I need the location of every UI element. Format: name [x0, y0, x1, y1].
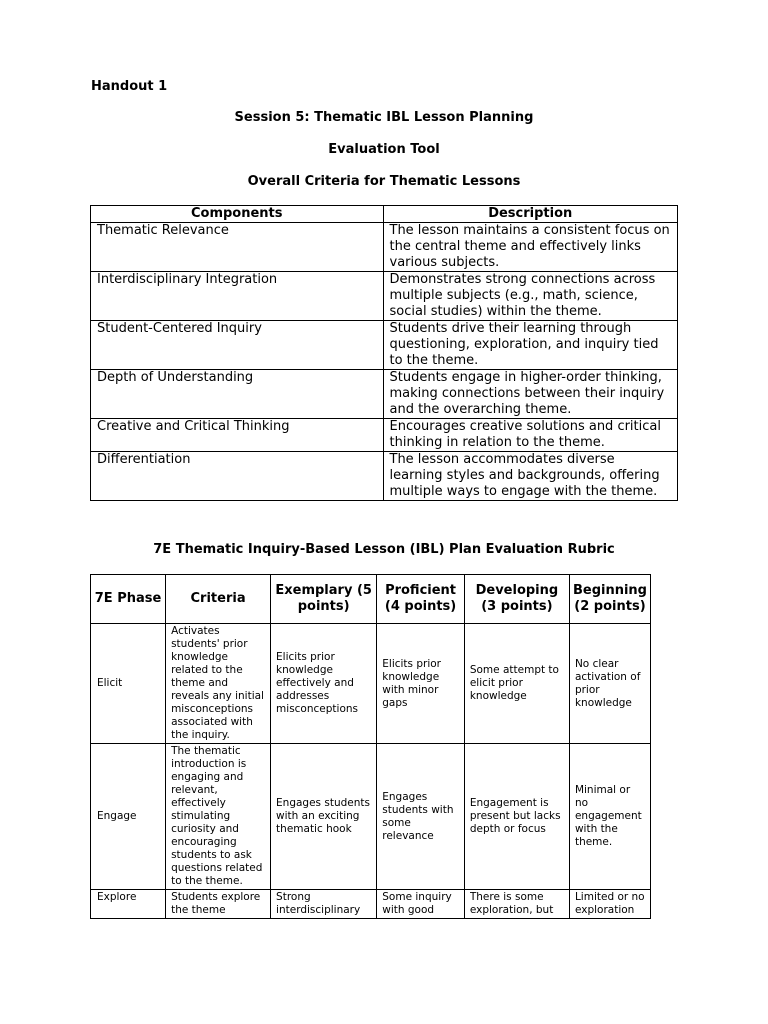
beginning-cell: No clear activation of prior knowledge — [569, 624, 650, 744]
phase-cell: Engage — [91, 744, 166, 890]
developing-text: There is some exploration, but — [469, 891, 554, 916]
column-header: Developing (3 points) — [464, 575, 569, 624]
description-cell: The lesson maintains a consistent focus on the central theme and effectively links various subjects. — [383, 223, 678, 272]
component-cell: Student-Centered Inquiry — [91, 321, 384, 370]
rubric-title: 7E Thematic Inquiry-Based Lesson (IBL) Plan Evaluation Rubric — [153, 542, 615, 557]
table-row — [91, 223, 678, 272]
table-row — [91, 890, 651, 919]
overall-criteria-table — [90, 205, 678, 501]
proficient-cell: Engages students with some relevance — [377, 744, 465, 890]
description-cell: Students engage in higher-order thinking, making connections between their inquiry and the overarching theme. — [383, 370, 678, 419]
session-title: Session 5: Thematic IBL Lesson Planning — [234, 110, 534, 125]
component-cell: Differentiation — [91, 452, 384, 501]
column-header: Proficient (4 points) — [377, 575, 465, 624]
developing-cell — [464, 890, 569, 919]
table-header-row — [91, 575, 651, 624]
table-row — [91, 370, 678, 419]
overall-criteria-title: Overall Criteria for Thematic Lessons — [247, 174, 521, 189]
exemplary-cell: Elicits prior knowledge effectively and addresses misconceptions — [271, 624, 377, 744]
beginning-text: Limited or no exploration — [574, 891, 645, 916]
phase-cell: Elicit — [91, 624, 166, 744]
description-cell: Students drive their learning through questioning, exploration, and inquiry tied to the theme. — [383, 321, 678, 370]
criteria-cell: Activates students' prior knowledge related to the theme and reveals any initial misconceptions associated with the inquiry. — [166, 624, 271, 744]
column-header: 7E Phase — [91, 575, 166, 624]
phase-cell — [91, 890, 166, 919]
proficient-text: Some inquiry with good — [382, 891, 452, 916]
exemplary-cell: Engages students with an exciting thematic hook — [271, 744, 377, 890]
developing-cell: Engagement is present but lacks depth or focus — [464, 744, 569, 890]
criteria-cell: The thematic introduction is engaging and relevant, effectively stimulating curiosity and encouraging students to ask questions related to the theme. — [166, 744, 271, 890]
criteria-cell — [166, 890, 271, 919]
column-header: Description — [383, 206, 678, 223]
developing-cell: Some attempt to elicit prior knowledge — [464, 624, 569, 744]
phase-text: Explore — [97, 891, 137, 903]
component-cell: Depth of Understanding — [91, 370, 384, 419]
beginning-cell: Minimal or no engagement with the theme. — [569, 744, 650, 890]
column-header: Exemplary (5 points) — [271, 575, 377, 624]
description-cell: The lesson accommodates diverse learning styles and backgrounds, offering multiple ways to engage with the theme. — [383, 452, 678, 501]
handout-label: Handout 1 — [91, 79, 168, 94]
column-header: Criteria — [166, 575, 271, 624]
component-cell: Interdisciplinary Integration — [91, 272, 384, 321]
table-row — [91, 321, 678, 370]
table-row — [91, 744, 651, 890]
column-header: Beginning (2 points) — [569, 575, 650, 624]
proficient-cell: Elicits prior knowledge with minor gaps — [377, 624, 465, 744]
description-cell: Demonstrates strong connections across multiple subjects (e.g., math, science, social studies) within the theme. — [383, 272, 678, 321]
proficient-cell — [377, 890, 465, 919]
description-cell: Encourages creative solutions and critical thinking in relation to the theme. — [383, 419, 678, 452]
table-header-row — [91, 206, 678, 223]
criteria-text: Students explore the theme — [171, 891, 261, 916]
exemplary-text: Strong interdisciplinary — [276, 891, 361, 916]
component-cell: Creative and Critical Thinking — [91, 419, 384, 452]
table-row — [91, 452, 678, 501]
column-header: Components — [91, 206, 384, 223]
tool-title: Evaluation Tool — [328, 142, 440, 157]
rubric-table — [90, 574, 651, 919]
table-row — [91, 624, 651, 744]
beginning-cell — [569, 890, 650, 919]
exemplary-cell — [271, 890, 377, 919]
component-cell: Thematic Relevance — [91, 223, 384, 272]
table-row — [91, 419, 678, 452]
table-row — [91, 272, 678, 321]
